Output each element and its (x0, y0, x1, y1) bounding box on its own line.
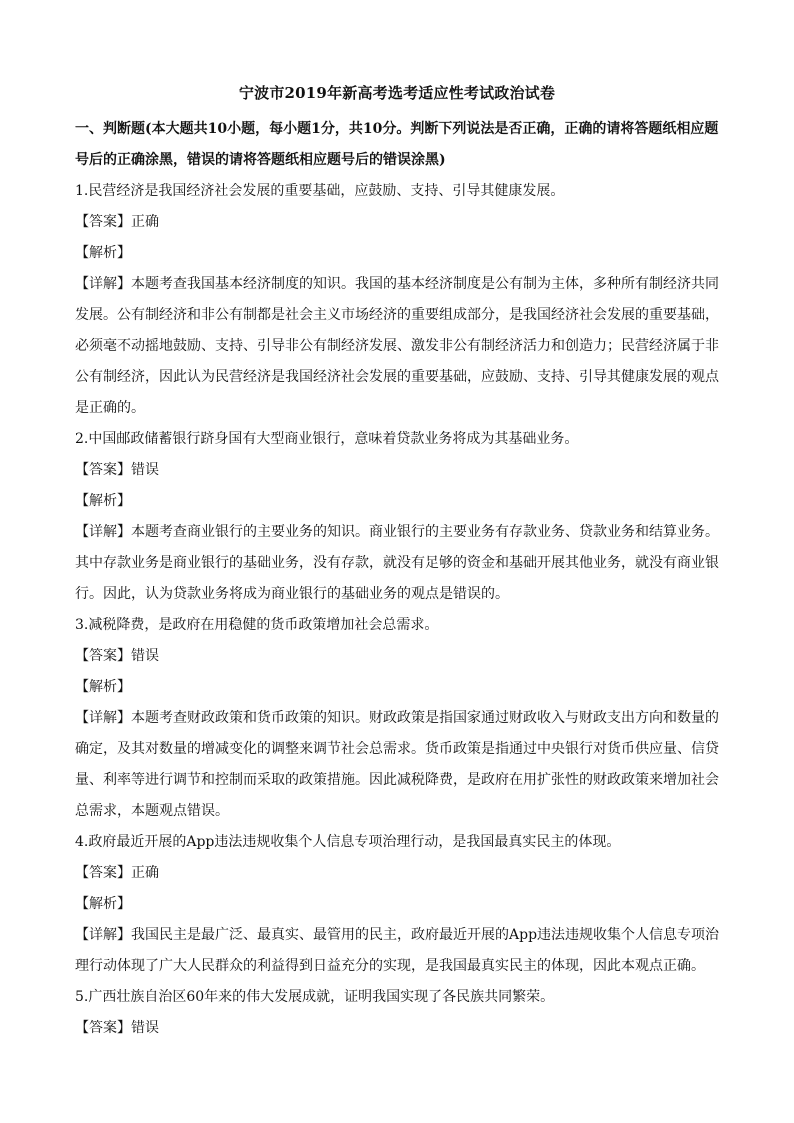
question-2: 2.中国邮政储蓄银行跻身国有大型商业银行，意味着贷款业务将成为其基础业务。 (75, 431, 579, 447)
analysis-label-2: 【解析】 (75, 493, 131, 509)
answer-1: 【答案】正确 (75, 214, 159, 230)
detail-4-line-1: 【详解】我国民主是最广泛、最真实、最管用的民主，政府最近开展的App违法违规收集个人信息专项治 (75, 927, 720, 943)
section-heading-line-1: 一、判断题(本大题共10小题，每小题1分，共10分。判断下列说法是否正确，正确的请将答题纸相应题 (75, 121, 719, 137)
question-3: 3.减税降费，是政府在用稳健的货币政策增加社会总需求。 (75, 617, 439, 633)
detail-1-line-4: 公有制经济，因此认为民营经济是我国经济社会发展的重要基础，应鼓励、支持、引导其健康发展的观点 (75, 369, 719, 385)
answer-2: 【答案】错误 (75, 462, 159, 478)
detail-1-line-5: 是正确的。 (75, 400, 145, 416)
section-heading-line-2: 号后的正确涂黑，错误的请将答题纸相应题号后的错误涂黑) (75, 152, 446, 168)
answer-3: 【答案】错误 (75, 648, 159, 664)
detail-3-line-1: 【详解】本题考查财政政策和货币政策的知识。财政政策是指国家通过财政收入与财政支出方向和数量的 (75, 710, 719, 726)
detail-1-line-3: 必须毫不动摇地鼓励、支持、引导非公有制经济发展、激发非公有制经济活力和创造力；民营经济属于非 (75, 338, 719, 354)
detail-1-line-1: 【详解】本题考查我国基本经济制度的知识。我国的基本经济制度是公有制为主体，多种所有制经济共同 (75, 276, 719, 292)
detail-2-line-3: 行。因此，认为贷款业务将成为商业银行的基础业务的观点是错误的。 (75, 586, 509, 602)
page-title: 宁波市2019年新高考选考适应性考试政治试卷 (238, 84, 556, 102)
exam-content (75, 114, 725, 1044)
question-4: 4.政府最近开展的App违法违规收集个人信息专项治理行动，是我国最真实民主的体现。 (75, 834, 621, 850)
detail-3-line-2: 确定，及其对数量的增减变化的调整来调节社会总需求。货币政策是指通过中央银行对货币供应量、信贷 (75, 741, 719, 757)
detail-2-line-2: 其中存款业务是商业银行的基础业务，没有存款，就没有足够的资金和基础开展其他业务，就没有商业银 (75, 555, 719, 571)
analysis-label-4: 【解析】 (75, 896, 131, 912)
detail-3-line-3: 量、利率等进行调节和控制而采取的政策措施。因此减税降费，是政府在用扩张性的财政政策来增加社会 (75, 772, 719, 788)
detail-2-line-1: 【详解】本题考查商业银行的主要业务的知识。商业银行的主要业务有存款业务、贷款业务和结算业务。 (75, 524, 719, 540)
question-5: 5.广西壮族自治区60年来的伟大发展成就，证明我国实现了各民族共同繁荣。 (75, 989, 555, 1005)
detail-3-line-4: 总需求，本题观点错误。 (75, 803, 229, 819)
answer-5: 【答案】错误 (75, 1020, 159, 1036)
analysis-label-3: 【解析】 (75, 679, 131, 695)
detail-4-line-2: 理行动体现了广大人民群众的利益得到日益充分的实现，是我国最真实民主的体现，因此本观点正确。 (75, 958, 705, 974)
answer-4: 【答案】正确 (75, 865, 159, 881)
question-1: 1.民营经济是我国经济社会发展的重要基础，应鼓励、支持、引导其健康发展。 (75, 183, 565, 199)
detail-1-line-2: 发展。公有制经济和非公有制都是社会主义市场经济的重要组成部分，是我国经济社会发展的重要基础， (75, 307, 719, 323)
analysis-label-1: 【解析】 (75, 245, 131, 261)
